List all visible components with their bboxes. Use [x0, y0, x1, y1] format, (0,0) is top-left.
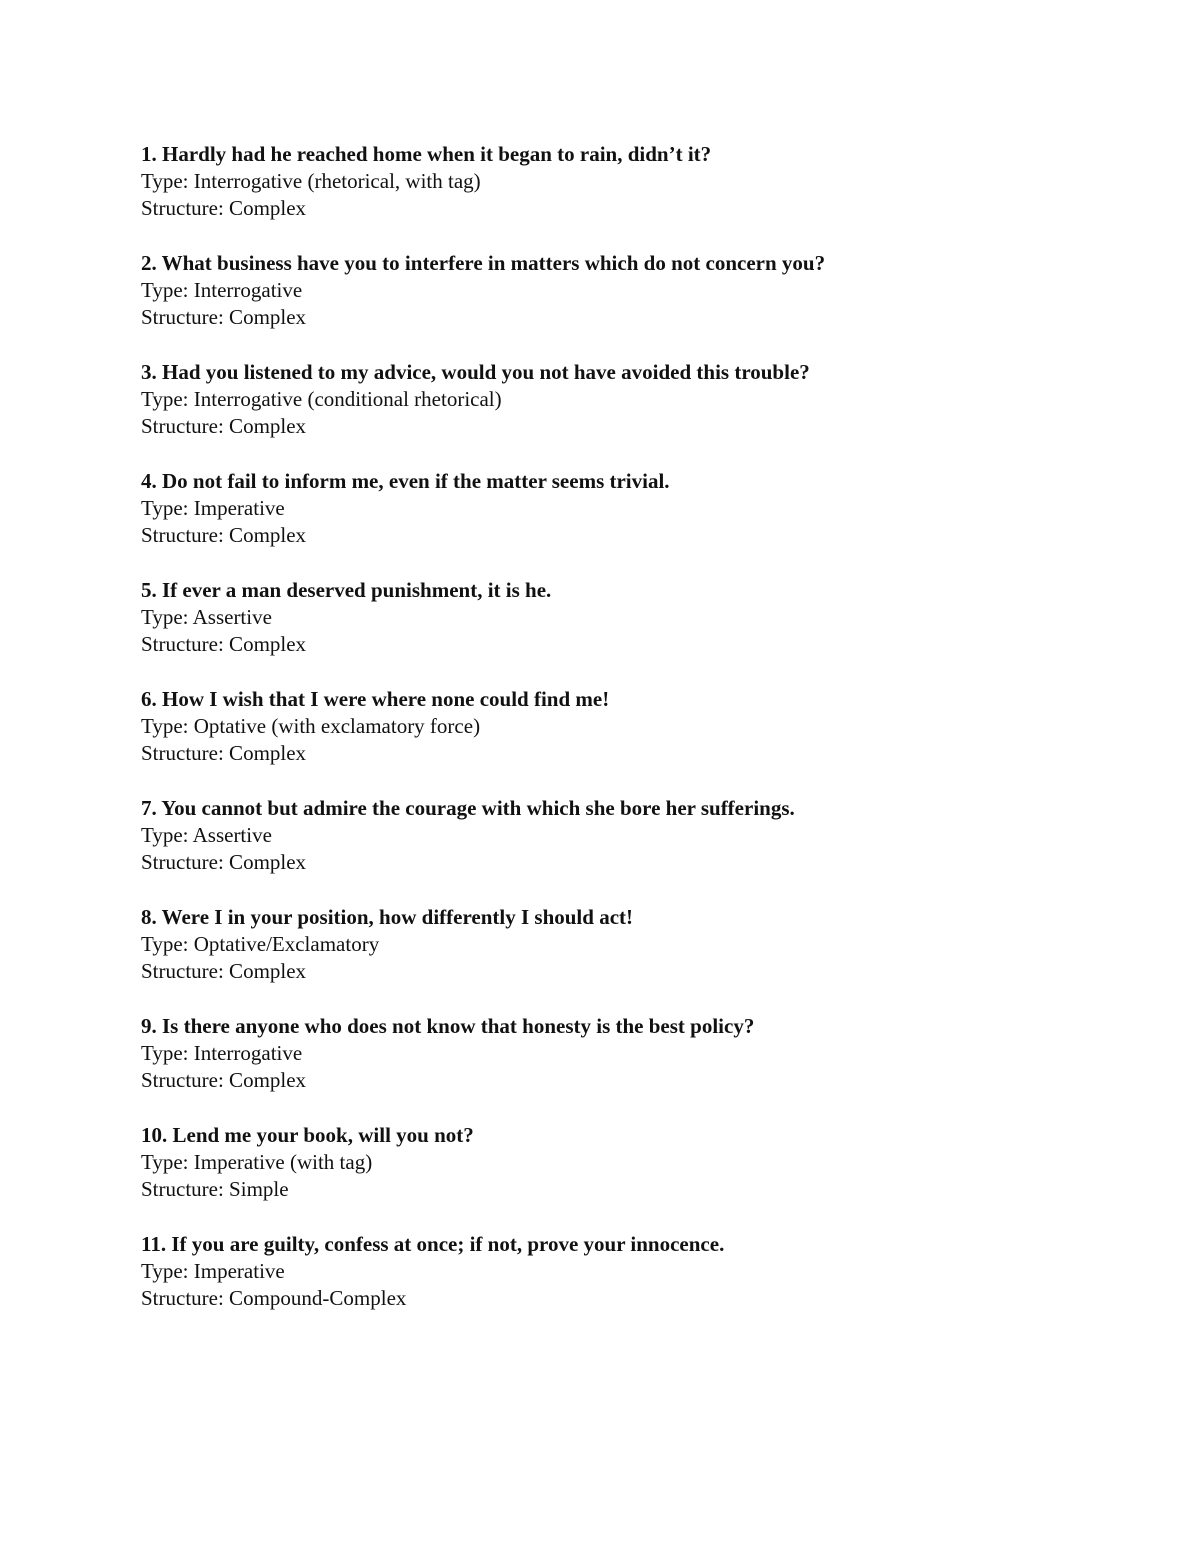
item-number: 10. — [141, 1123, 168, 1147]
sentence-line — [141, 141, 1101, 168]
sentence-line — [141, 577, 1101, 604]
sentence-line — [141, 1122, 1101, 1149]
list-item — [141, 577, 1101, 686]
type-line: Type: Optative (with exclamatory force) — [141, 714, 481, 738]
list-item — [141, 795, 1101, 904]
sentence-text: Lend me your book, will you not? — [172, 1123, 474, 1147]
item-number: 6. — [141, 687, 157, 711]
type-line: Type: Imperative — [141, 496, 285, 520]
list-item — [141, 141, 1101, 250]
item-number: 7. — [141, 796, 157, 820]
sentence-line — [141, 1231, 1101, 1258]
list-item — [141, 904, 1101, 1013]
list-item — [141, 1013, 1101, 1122]
sentence-list — [141, 141, 1101, 1340]
sentence-text: What business have you to interfere in matters which do not concern you? — [161, 251, 826, 275]
structure-line: Structure: Simple — [141, 1177, 289, 1201]
structure-line: Structure: Complex — [141, 305, 307, 329]
type-line: Type: Assertive — [141, 605, 272, 629]
structure-line: Structure: Complex — [141, 1068, 307, 1092]
structure-line: Structure: Complex — [141, 632, 307, 656]
structure-line: Structure: Complex — [141, 523, 307, 547]
sentence-text: If you are guilty, confess at once; if not, prove your innocence. — [171, 1232, 725, 1256]
sentence-line — [141, 1013, 1101, 1040]
type-line: Type: Assertive — [141, 823, 272, 847]
sentence-text: Is there anyone who does not know that honesty is the best policy? — [162, 1014, 755, 1038]
sentence-text: You cannot but admire the courage with which she bore her sufferings. — [161, 796, 795, 820]
sentence-line — [141, 250, 1101, 277]
structure-line: Structure: Complex — [141, 196, 307, 220]
type-line: Type: Interrogative — [141, 1041, 303, 1065]
item-number: 3. — [141, 360, 157, 384]
item-number: 1. — [141, 142, 157, 166]
item-number: 4. — [141, 469, 157, 493]
item-number: 8. — [141, 905, 157, 929]
sentence-line — [141, 359, 1101, 386]
type-line: Type: Imperative (with tag) — [141, 1150, 373, 1174]
structure-line: Structure: Complex — [141, 850, 307, 874]
type-line: Type: Interrogative — [141, 278, 303, 302]
list-item — [141, 468, 1101, 577]
list-item — [141, 359, 1101, 468]
item-number: 2. — [141, 251, 157, 275]
type-line: Type: Interrogative (conditional rhetorical) — [141, 387, 502, 411]
sentence-text: Do not fail to inform me, even if the matter seems trivial. — [162, 469, 670, 493]
item-number: 9. — [141, 1014, 157, 1038]
sentence-line — [141, 795, 1101, 822]
structure-line: Structure: Compound-Complex — [141, 1286, 407, 1310]
type-line: Type: Optative/Exclamatory — [141, 932, 380, 956]
structure-line: Structure: Complex — [141, 959, 307, 983]
structure-line: Structure: Complex — [141, 414, 307, 438]
list-item — [141, 250, 1101, 359]
sentence-text: Had you listened to my advice, would you not have avoided this trouble? — [162, 360, 810, 384]
item-number: 11. — [141, 1232, 167, 1256]
type-line: Type: Imperative — [141, 1259, 285, 1283]
sentence-text: Were I in your position, how differently I should act! — [161, 905, 634, 929]
sentence-text: If ever a man deserved punishment, it is he. — [162, 578, 552, 602]
list-item — [141, 686, 1101, 795]
list-item — [141, 1122, 1101, 1231]
structure-line: Structure: Complex — [141, 741, 307, 765]
sentence-line — [141, 686, 1101, 713]
item-number: 5. — [141, 578, 157, 602]
sentence-line — [141, 468, 1101, 495]
sentence-line — [141, 904, 1101, 931]
sentence-text: Hardly had he reached home when it began to rain, didn’t it? — [162, 142, 712, 166]
sentence-text: How I wish that I were where none could find me! — [162, 687, 610, 711]
list-item — [141, 1231, 1101, 1340]
type-line: Type: Interrogative (rhetorical, with tag) — [141, 169, 481, 193]
